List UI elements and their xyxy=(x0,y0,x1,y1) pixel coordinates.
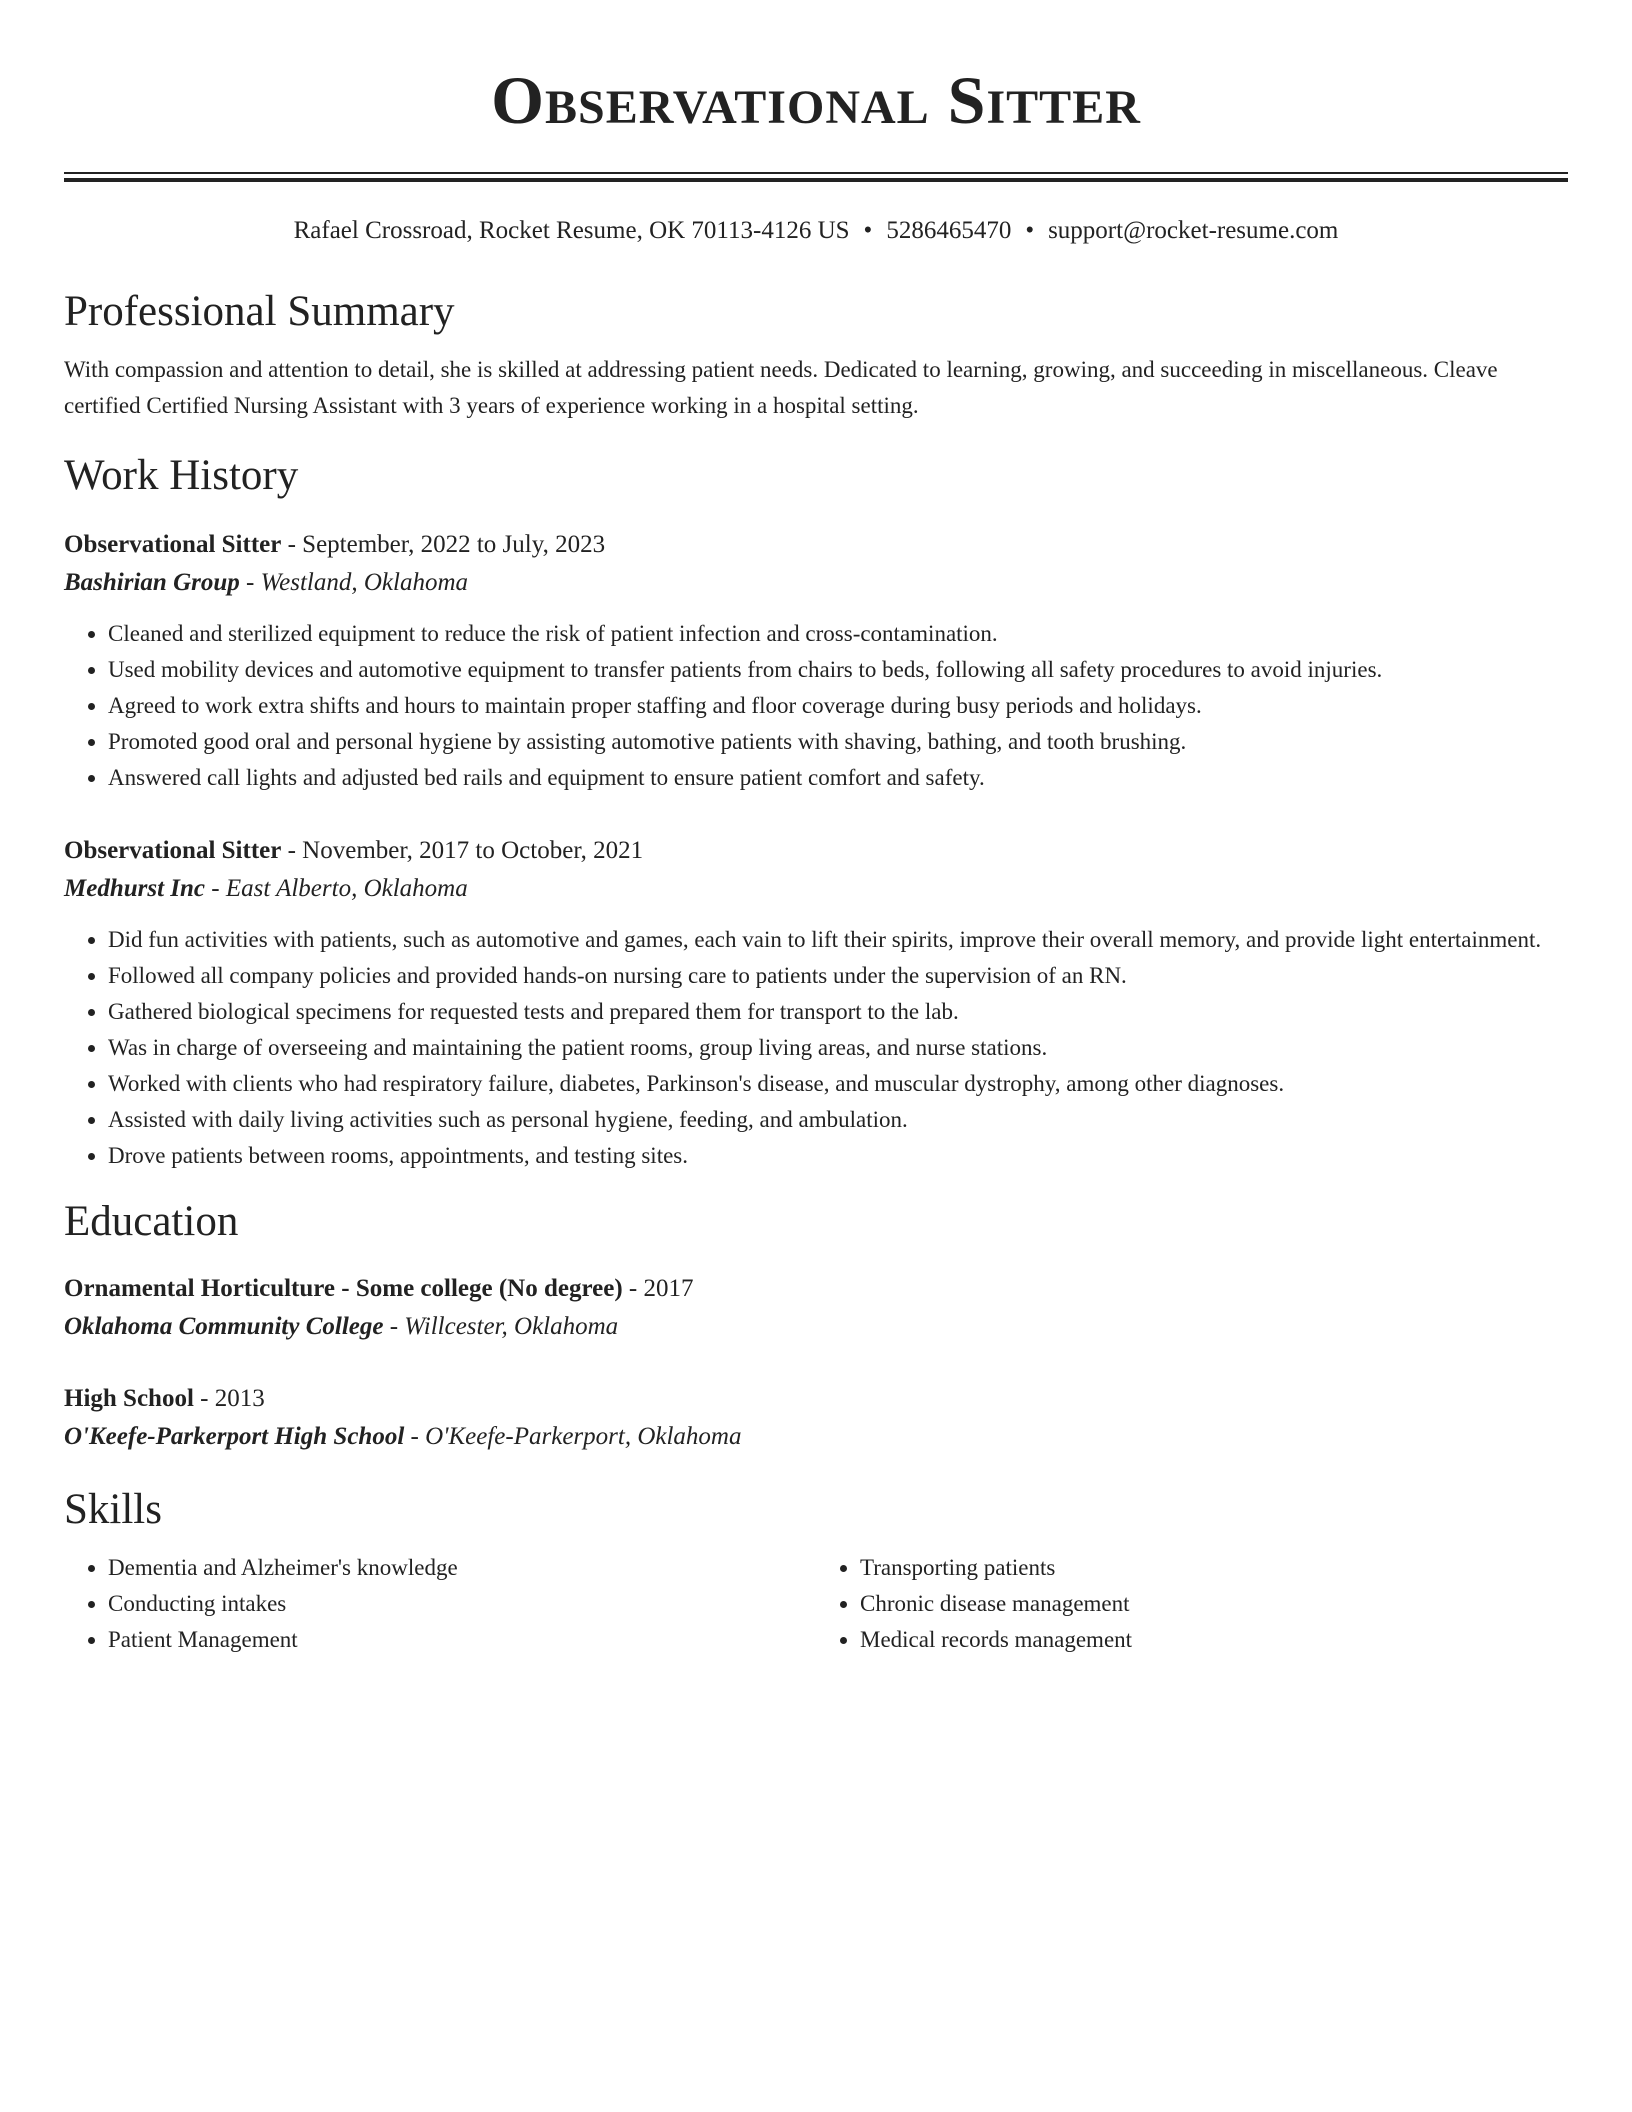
section-title-work-history: Work History xyxy=(64,452,299,499)
list-item: • Used mobility devices and automotive equipment to transfer patients from chairs to beds, following all safety procedures to avoid injuries. xyxy=(108,652,1568,688)
job-company-line xyxy=(64,870,1568,908)
job-title-line xyxy=(64,832,1568,870)
header-divider xyxy=(64,172,1568,182)
list-item: • Chronic disease management xyxy=(860,1586,1568,1622)
list-item: • Medical records management xyxy=(860,1622,1568,1658)
list-item: • Drove patients between rooms, appointments, and testing sites. xyxy=(108,1138,1568,1174)
resume-name: Observational Sitter xyxy=(491,62,1141,138)
job-entry xyxy=(64,526,1568,796)
job-location: - East Alberto, Oklahoma xyxy=(205,875,468,902)
education-degree-line xyxy=(64,1380,1568,1418)
section-title-education: Education xyxy=(64,1198,239,1245)
summary-text: With compassion and attention to detail, she is skilled at addressing patient needs. Dedicated to learning, growing, and succeeding in miscellaneous. Cleave certified Certified Nursing Assistant with 3 years of experience working in a hospital setting. xyxy=(64,357,1498,418)
list-item: • Patient Management xyxy=(108,1622,816,1658)
skills-column-right xyxy=(816,1550,1568,1658)
section-title-summary: Professional Summary xyxy=(64,288,455,335)
list-item: • Answered call lights and adjusted bed rails and equipment to ensure patient comfort and safety. xyxy=(108,760,1568,796)
education-entry xyxy=(64,1270,1568,1346)
education-school: Oklahoma Community College xyxy=(64,1313,384,1340)
list-item: • Followed all company policies and provided hands-on nursing care to patients under the supervision of an RN. xyxy=(108,958,1568,994)
contact-email: support@rocket-resume.com xyxy=(1048,217,1339,244)
education-entry xyxy=(64,1380,1568,1456)
education-year: - 2017 xyxy=(622,1275,694,1302)
job-company: Bashirian Group xyxy=(64,569,240,596)
job-location: - Westland, Oklahoma xyxy=(239,569,469,596)
job-entry xyxy=(64,832,1568,1174)
job-dates: - September, 2022 to July, 2023 xyxy=(281,531,606,558)
job-position: Observational Sitter xyxy=(64,837,282,864)
contact-address: Rafael Crossroad, Rocket Resume, OK 70113-4126 US xyxy=(293,217,850,244)
job-title-line xyxy=(64,526,1568,564)
list-item: • Was in charge of overseeing and maintaining the patient rooms, group living areas, and nurse stations. xyxy=(108,1030,1568,1066)
section-title-skills: Skills xyxy=(64,1486,162,1533)
education-degree: High School xyxy=(64,1385,194,1412)
job-dates: - November, 2017 to October, 2021 xyxy=(281,837,644,864)
skills-grid xyxy=(64,1550,1568,1658)
contact-separator: • xyxy=(1025,217,1035,244)
contact-separator: • xyxy=(863,217,873,244)
education-degree-line xyxy=(64,1270,1568,1308)
education-school: O'Keefe-Parkerport High School xyxy=(64,1423,405,1450)
list-item: • Did fun activities with patients, such as automotive and games, each vain to lift their spirits, improve their overall memory, and provide light entertainment. xyxy=(108,922,1568,958)
education-year: - 2013 xyxy=(193,1385,265,1412)
job-bullets xyxy=(64,616,1568,796)
contact-line xyxy=(64,216,1568,246)
list-item: • Assisted with daily living activities such as personal hygiene, feeding, and ambulation. xyxy=(108,1102,1568,1138)
education-location: - O'Keefe-Parkerport, Oklahoma xyxy=(404,1423,742,1450)
job-position: Observational Sitter xyxy=(64,531,282,558)
education-degree: Ornamental Horticulture - Some college (No degree) xyxy=(64,1275,623,1302)
job-company: Medhurst Inc xyxy=(64,875,206,902)
skills-column-left xyxy=(64,1550,816,1658)
list-item: • Transporting patients xyxy=(860,1550,1568,1586)
education-school-line xyxy=(64,1308,1568,1346)
list-item: • Worked with clients who had respiratory failure, diabetes, Parkinson's disease, and muscular dystrophy, among other diagnoses. xyxy=(108,1066,1568,1102)
education-school-line xyxy=(64,1418,1568,1456)
list-item: • Conducting intakes xyxy=(108,1586,816,1622)
contact-phone: 5286465470 xyxy=(886,217,1012,244)
job-bullets xyxy=(64,922,1568,1174)
list-item: • Gathered biological specimens for requested tests and prepared them for transport to the lab. xyxy=(108,994,1568,1030)
job-company-line xyxy=(64,564,1568,602)
list-item: • Cleaned and sterilized equipment to reduce the risk of patient infection and cross-contamination. xyxy=(108,616,1568,652)
list-item: • Dementia and Alzheimer's knowledge xyxy=(108,1550,816,1586)
list-item: • Agreed to work extra shifts and hours to maintain proper staffing and floor coverage during busy periods and holidays. xyxy=(108,688,1568,724)
education-location: - Willcester, Oklahoma xyxy=(383,1313,619,1340)
list-item: • Promoted good oral and personal hygiene by assisting automotive patients with shaving, bathing, and tooth brushing. xyxy=(108,724,1568,760)
